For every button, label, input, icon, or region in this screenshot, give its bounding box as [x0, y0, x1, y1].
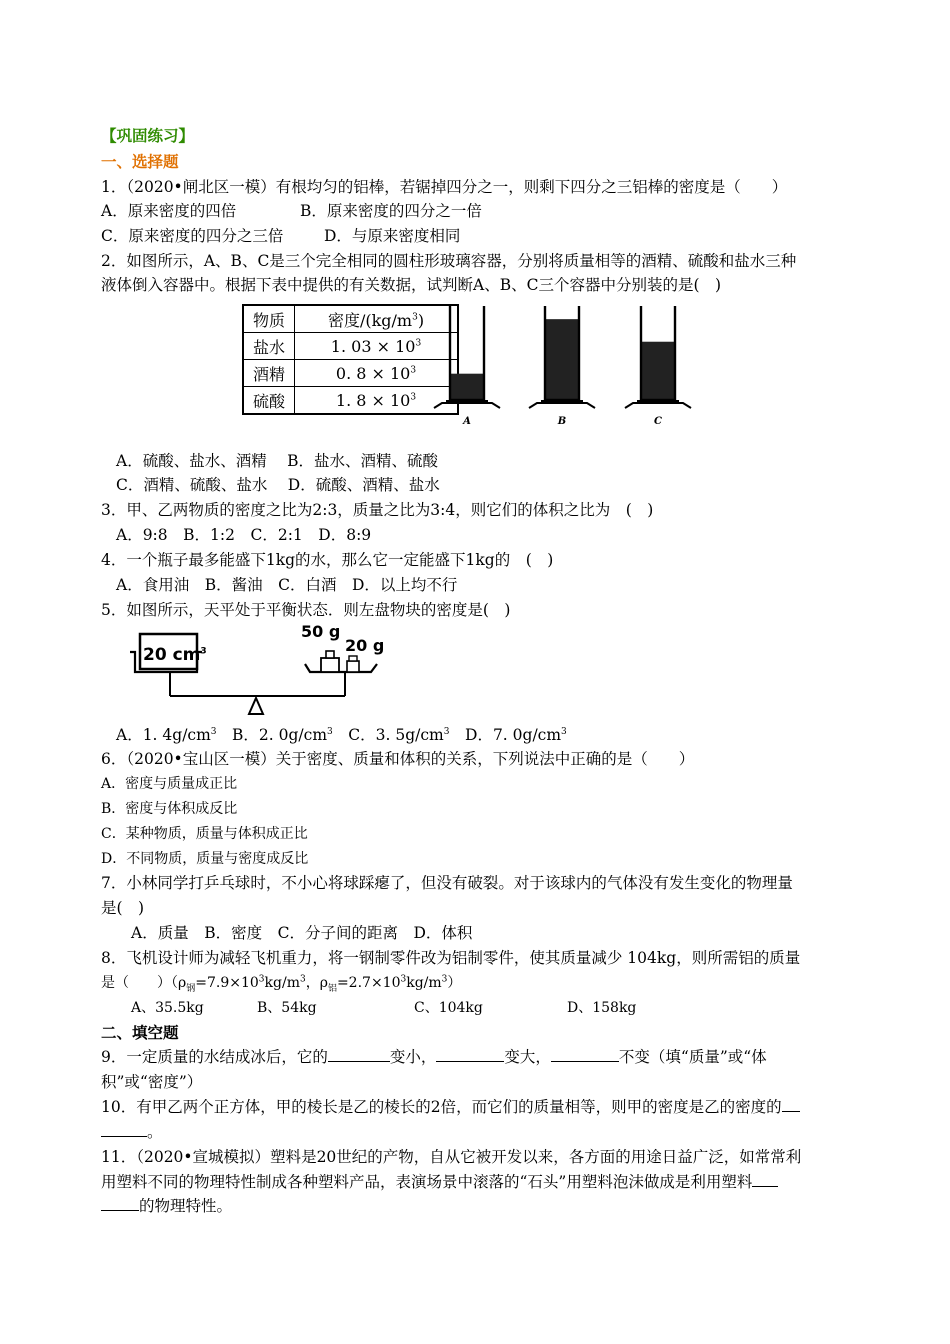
q10-line1: 10．有甲乙两个正方体，甲的棱长是乙的棱长的2倍，而它们的质量相等，则甲的密度是乙的密度的 — [101, 1097, 800, 1117]
weight-20g-label: 20 g — [345, 636, 385, 655]
q6-option-d: D．不同物质，质量与密度成反比 — [101, 851, 309, 867]
q5-stem: 5．如图所示，天平处于平衡状态．则左盘物块的密度是( ) — [101, 601, 511, 619]
density-substance: 硫酸 — [243, 387, 295, 415]
q2-stem-line1: 2．如图所示，A、B、C是三个完全相同的圆柱形玻璃容器，分别将质量相等的酒精、硫酸和盐水三种 — [101, 252, 797, 270]
density-row — [243, 333, 458, 360]
q9-line1: 9．一定质量的水结成冰后，它的 变小， 变大， 不变（填“质量”或“体 — [101, 1048, 767, 1066]
q8-stem-line1: 8．飞机设计师为减轻飞机重力，将一钢制零件改为铝制零件，使其质量减少 104kg，则所需铝的质量 — [101, 949, 801, 967]
q2-options-line2: C．酒精、硫酸、盐水 D．硫酸、酒精、盐水 — [116, 476, 440, 494]
q11-blank-start[interactable] — [752, 1172, 778, 1187]
q3-stem: 3．甲、乙两物质的密度之比为2:3，质量之比为3:4，则它们的体积之比为 ( ) — [101, 501, 654, 519]
q6-option-c: C．某种物质，质量与体积成正比 — [101, 826, 308, 842]
q1-option-c: C．原来密度的四分之三倍 — [101, 227, 284, 245]
density-table — [242, 304, 459, 415]
q2-stem-line2: 液体倒入容器中。根据下表中提供的有关数据，试判断A、B、C三个容器中分别装的是( ) — [101, 276, 722, 294]
q8-option-b: B、54kg — [257, 1000, 317, 1016]
q6-option-a: A．密度与质量成正比 — [101, 776, 238, 792]
container-label-b: B — [557, 416, 567, 427]
q4-options: A．食用油 B．酱油 C．白酒 D．以上均不行 — [116, 576, 458, 594]
q11-line2: 用塑料不同的物理特性制成各种塑料产品，表演场景中滚落的“石头”用塑料泡沫做成是利用塑料 — [101, 1172, 778, 1192]
part2-title: 二、填空题 — [101, 1024, 179, 1042]
q2-options-line1: A．硫酸、盐水、酒精 B．盐水、酒精、硫酸 — [116, 452, 439, 470]
q6-option-b: B．密度与体积成反比 — [101, 801, 238, 817]
q11-line3: 的物理特性。 — [101, 1196, 232, 1216]
density-header-density: 密度$/(kg/m^3)$ — [295, 305, 459, 333]
container-b — [529, 306, 595, 427]
density-value: 1. $8 \times 10^3$ — [295, 387, 459, 415]
part1-title: 一、选择题 — [101, 153, 179, 171]
container-label-a: A — [463, 416, 471, 427]
density-value: 0. $8 \times 10^3$ — [295, 360, 459, 387]
container-liquid-b — [545, 319, 579, 400]
q4-stem: 4．一个瓶子最多能盛下1kg的水，那么它一定能盛下1kg的 ( ) — [101, 551, 554, 569]
q1-stem: 1．（2020•闸北区一模）有根均匀的铝棒，若锯掉四分之一，则剩下四分之三铝棒的密度是（ ） — [101, 178, 788, 196]
q9-blank-1[interactable] — [328, 1047, 390, 1062]
q8-stem-line2: 是（ ）（$\rho_钢=7.9\times 10^3kg/m^3$，$\rho_铝=2.7\times 10^3kg/m^3$） — [101, 974, 462, 994]
q5-options: A．1. $4g/cm^3$ B．2. $0g/cm^3$ C．3. $5g/cm^3$ D．7. $0g/cm^3$ — [116, 726, 567, 744]
q7-stem-line2: 是( ) — [101, 899, 145, 917]
q8-option-d: D、158kg — [567, 1000, 637, 1016]
container-stand-b — [529, 403, 595, 408]
q10-line2: 。 — [101, 1122, 163, 1142]
weight-50g-label: 50 g — [301, 622, 341, 641]
q1-option-a: A．原来密度的四倍 — [101, 202, 237, 220]
q1-option-d: D．与原来密度相同 — [324, 227, 461, 245]
left-block-label: 20 $cm^3$ — [143, 645, 207, 665]
q3-options: A．9:8 B．1:2 C．2:1 D．8:9 — [116, 526, 372, 544]
container-liquid-c — [641, 342, 675, 400]
q11-line1: 11．（2020•宣城模拟）塑料是20世纪的产物，自从它被开发以来，各方面的用途日益广泛，如常常利 — [101, 1148, 802, 1166]
section-title: 【巩固练习】 — [101, 127, 195, 145]
container-label-c: C — [654, 416, 662, 427]
q9-blank-2[interactable] — [436, 1047, 504, 1062]
q1-option-b: B．原来密度的四分之一倍 — [300, 202, 482, 220]
q10-blank-start[interactable] — [782, 1097, 800, 1112]
density-row — [243, 387, 458, 415]
density-value: 1. $03 \times 10^3$ — [295, 333, 459, 360]
density-header-substance: 物质 — [243, 305, 295, 333]
q10-blank[interactable] — [101, 1122, 147, 1137]
balance-figure — [125, 620, 395, 718]
q6-stem: 6．（2020•宝山区一模）关于密度、质量和体积的关系，下列说法中正确的是（ ） — [101, 750, 695, 768]
container-liquid-a — [450, 374, 484, 400]
q7-options: A．质量 B．密度 C．分子间的距离 D．体积 — [131, 924, 473, 942]
q9-blank-3[interactable] — [551, 1047, 619, 1062]
density-row — [243, 360, 458, 387]
containers-figure — [440, 298, 662, 428]
container-stand-c — [625, 403, 691, 408]
q8-option-c: C、104kg — [414, 1000, 483, 1016]
container-stand-a — [434, 403, 500, 408]
density-substance: 盐水 — [243, 333, 295, 360]
q9-line2: 积”或“密度”） — [101, 1073, 203, 1091]
density-table-header — [243, 305, 458, 333]
container-c — [625, 306, 691, 427]
q8-option-a: A、35.5kg — [131, 1000, 204, 1016]
container-a — [434, 306, 500, 427]
q7-stem-line1: 7．小林同学打乒乓球时，不小心将球踩瘪了，但没有破裂。对于该球内的气体没有发生变化的物理量 — [101, 874, 793, 892]
density-substance: 酒精 — [243, 360, 295, 387]
q11-blank[interactable] — [101, 1196, 139, 1211]
